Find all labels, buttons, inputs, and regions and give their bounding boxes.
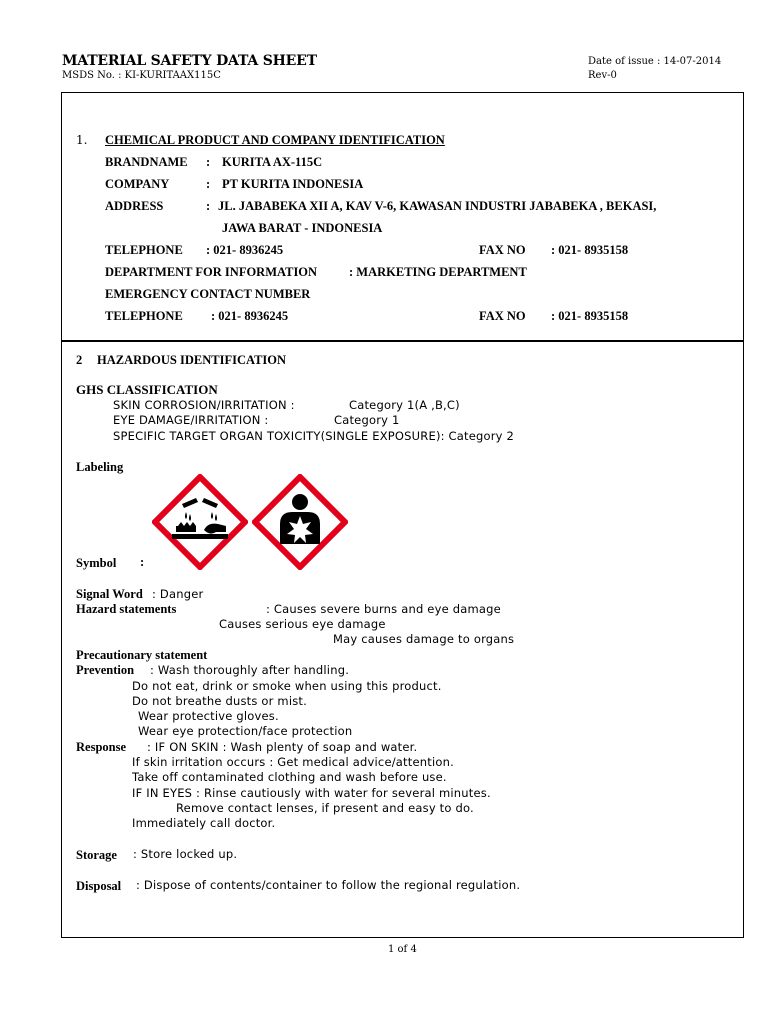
prevention-line-1: : Wash thoroughly after handling.	[150, 663, 350, 677]
dept-value: : MARKETING DEPARTMENT	[349, 265, 527, 279]
page-number: 1 of 4	[388, 944, 417, 955]
telephone-value: : 021- 8936245	[206, 243, 284, 257]
ghs-heading: GHS CLASSIFICATION	[76, 382, 218, 397]
address-line-2: JAWA BARAT - INDONESIA	[222, 221, 383, 235]
disposal-value: : Dispose of contents/container to follow the regional regulation.	[136, 878, 521, 892]
response-line-3: Take off contaminated clothing and wash before use.	[132, 770, 447, 784]
company-value: PT KURITA INDONESIA	[222, 177, 364, 191]
prevention-line-4: Wear protective gloves.	[138, 709, 279, 723]
ghs-line-3: SPECIFIC TARGET ORGAN TOXICITY(SINGLE EXPOSURE): Category 2	[113, 429, 515, 443]
fax-2-value: : 021- 8935158	[551, 309, 629, 323]
address-line-1: JL. JABABEKA XII A, KAV V-6, KAWASAN INDUSTRI JABABEKA , BEKASI,	[218, 199, 657, 213]
telephone-label: TELEPHONE	[105, 243, 183, 257]
company-sep: :	[206, 177, 211, 191]
disposal-label: Disposal	[76, 879, 122, 893]
response-line-1: : IF ON SKIN : Wash plenty of soap and water.	[147, 740, 418, 754]
signal-word-value: : Danger	[152, 587, 204, 601]
ghs-line-2-value: Category 1	[334, 413, 400, 427]
prevention-line-3: Do not breathe dusts or mist.	[132, 694, 307, 708]
ghs-line-1-value: Category 1(A ,B,C)	[349, 398, 460, 412]
telephone-2-value: : 021- 8936245	[211, 309, 289, 323]
fax-label: FAX NO	[479, 243, 526, 257]
fax-2-label: FAX NO	[479, 309, 526, 323]
signal-word-label: Signal Word	[76, 587, 143, 601]
prevention-line-2: Do not eat, drink or smoke when using this product.	[132, 679, 442, 693]
revision: Rev-0	[588, 70, 617, 81]
response-label: Response	[76, 740, 127, 754]
prevention-line-5: Wear eye protection/face protection	[138, 724, 353, 738]
precautionary-heading: Precautionary statement	[76, 648, 208, 662]
fax-value: : 021- 8935158	[551, 243, 629, 257]
address-sep: :	[206, 199, 211, 213]
symbol-sep: :	[140, 555, 145, 569]
prevention-label: Prevention	[76, 663, 135, 677]
section-1-box	[61, 92, 744, 342]
section-1-heading: CHEMICAL PRODUCT AND COMPANY IDENTIFICATION	[105, 133, 445, 147]
address-label: ADDRESS	[105, 199, 164, 213]
storage-value: : Store locked up.	[133, 847, 238, 861]
document-title: MATERIAL SAFETY DATA SHEET	[62, 53, 317, 69]
response-line-5: Remove contact lenses, if present and easy to do.	[176, 801, 474, 815]
date-of-issue: Date of issue : 14-07-2014	[588, 56, 722, 67]
response-line-2: If skin irritation occurs : Get medical advice/attention.	[132, 755, 454, 769]
section-2-heading: HAZARDOUS IDENTIFICATION	[97, 353, 287, 367]
section-1-number: 1.	[76, 133, 88, 147]
labeling-label: Labeling	[76, 460, 124, 474]
dept-label: DEPARTMENT FOR INFORMATION	[105, 265, 318, 279]
msds-number: MSDS No. : KI-KURITAAX115C	[62, 70, 221, 81]
brandname-label: BRANDNAME	[105, 155, 188, 169]
corrosion-pictogram-icon	[152, 474, 248, 570]
storage-label: Storage	[76, 848, 117, 862]
brandname-sep: :	[206, 155, 211, 169]
symbol-label: Symbol	[76, 556, 117, 570]
ghs-line-1-label: SKIN CORROSION/IRRITATION :	[113, 398, 295, 412]
section-2-number: 2	[76, 353, 83, 367]
hazard-statement-1: : Causes severe burns and eye damage	[266, 602, 501, 616]
response-line-4: IF IN EYES : Rinse cautiously with water for several minutes.	[132, 786, 491, 800]
health-hazard-pictogram-icon	[252, 474, 348, 570]
ghs-line-2-label: EYE DAMAGE/IRRITATION :	[113, 413, 269, 427]
hazard-statements-label: Hazard statements	[76, 602, 177, 616]
brandname-value: KURITA AX-115C	[222, 155, 323, 169]
telephone-2-label: TELEPHONE	[105, 309, 183, 323]
company-label: COMPANY	[105, 177, 170, 191]
emergency-label: EMERGENCY CONTACT NUMBER	[105, 287, 311, 301]
response-line-6: Immediately call doctor.	[132, 816, 276, 830]
hazard-statement-3: May causes damage to organs	[333, 632, 515, 646]
hazard-statement-2: Causes serious eye damage	[219, 617, 386, 631]
